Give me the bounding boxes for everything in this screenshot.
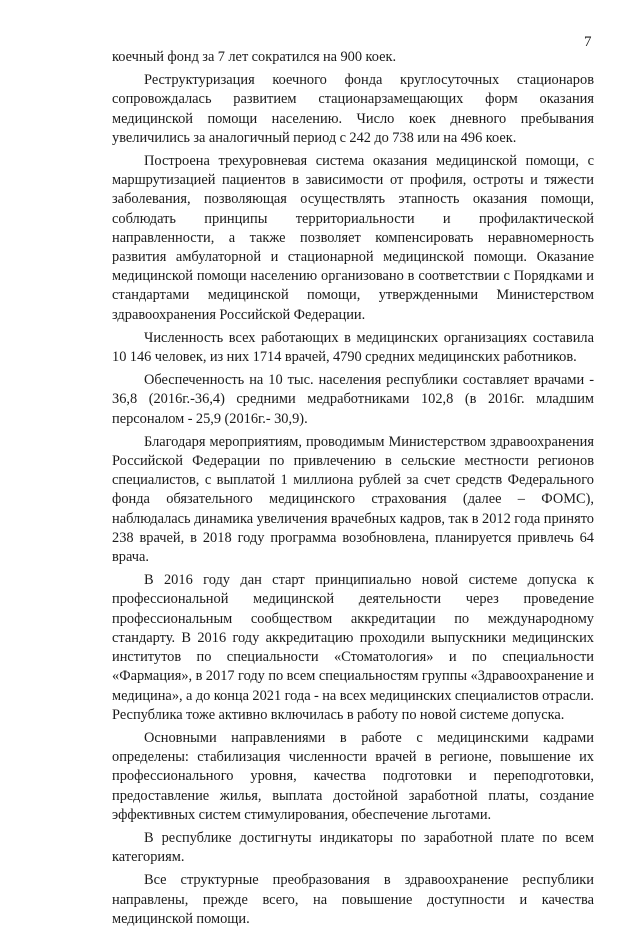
paragraph-8: Основными направлениями в работе с медицинскими кадрами определены: стабилизация численности врачей в регионе, повышение их профессионального уровня, качества подготовки и переподготовки, предоставление жилья, выплата достойной заработной платы, создание эффективных систем стимулирования, обеспечение льготами. (112, 729, 594, 823)
page-number: 7 (584, 34, 592, 50)
paragraph-7: В 2016 году дан старт принципиально новой системе допуска к профессиональной медицинской деятельности через проведение профессиональным сообществом аккредитации по международному стандарту. В 2016 году аккредитацию проходили выпускники медицинских институтов по специальности «Стоматология» и по специальности «Фармация», в 2017 году по всем специальностям группы «Здравоохранение и медицина», а до конца 2021 года - на всех медицинских специалистов отрасли. Республика тоже активно включилась в работу по новой системе допуска. (112, 572, 594, 723)
body-text (112, 48, 594, 929)
paragraph-9: В республике достигнуты индикаторы по заработной плате по всем категориям. (112, 829, 594, 866)
paragraph-4: Численность всех работающих в медицинских организациях составила 10 146 человек, из них 1714 врачей, 4790 средних медицинских работников. (112, 329, 594, 366)
paragraph-2: Реструктуризация коечного фонда круглосуточных стационаров сопровождалась развитием стационарзамещающих форм оказания медицинской помощи населению. Число коек дневного пребывания увеличились за аналогичный период с 242 до 738 или на 496 коек. (112, 72, 594, 146)
paragraph-10: Все структурные преобразования в здравоохранение республики направлены, прежде всего, на повышение доступности и качества медицинской помощи. (112, 872, 594, 927)
paragraph-5: Обеспеченность на 10 тыс. населения республики составляет врачами - 36,8 (2016г.-36,4) средними медработниками 102,8 (в 2016г. младшим персоналом - 25,9 (2016г.- 30,9). (112, 372, 594, 427)
paragraph-3: Построена трехуровневая система оказания медицинской помощи, с маршрутизацией пациентов в зависимости от профиля, остроты и тяжести заболевания, позволяющая осуществлять этапность оказания помощи, соблюдать принципы территориальности и профилактической направленности, а также позволяет компенсировать неравномерность развития амбулаторной и стационарной медицинской помощи. Оказание медицинской помощи населению организовано в соответствии с Порядками и стандартами медицинской помощи, утвержденными Министерством здравоохранения Российской Федерации. (112, 153, 594, 323)
paragraph-6: Благодаря мероприятиям, проводимым Министерством здравоохранения Российской Федерации по привлечению в сельские местности регионов специалистов, с выплатой 1 миллиона рублей за счет средств Федерального фонда обязательного медицинского страхования (далее – ФОМС), наблюдалась динамика увеличения врачебных кадров, так в 2012 года принято 238 врачей, в 2018 году программа возобновлена, планируется привлечь 64 врача. (112, 433, 594, 566)
paragraph-1: коечный фонд за 7 лет сократился на 900 коек. (112, 49, 397, 65)
